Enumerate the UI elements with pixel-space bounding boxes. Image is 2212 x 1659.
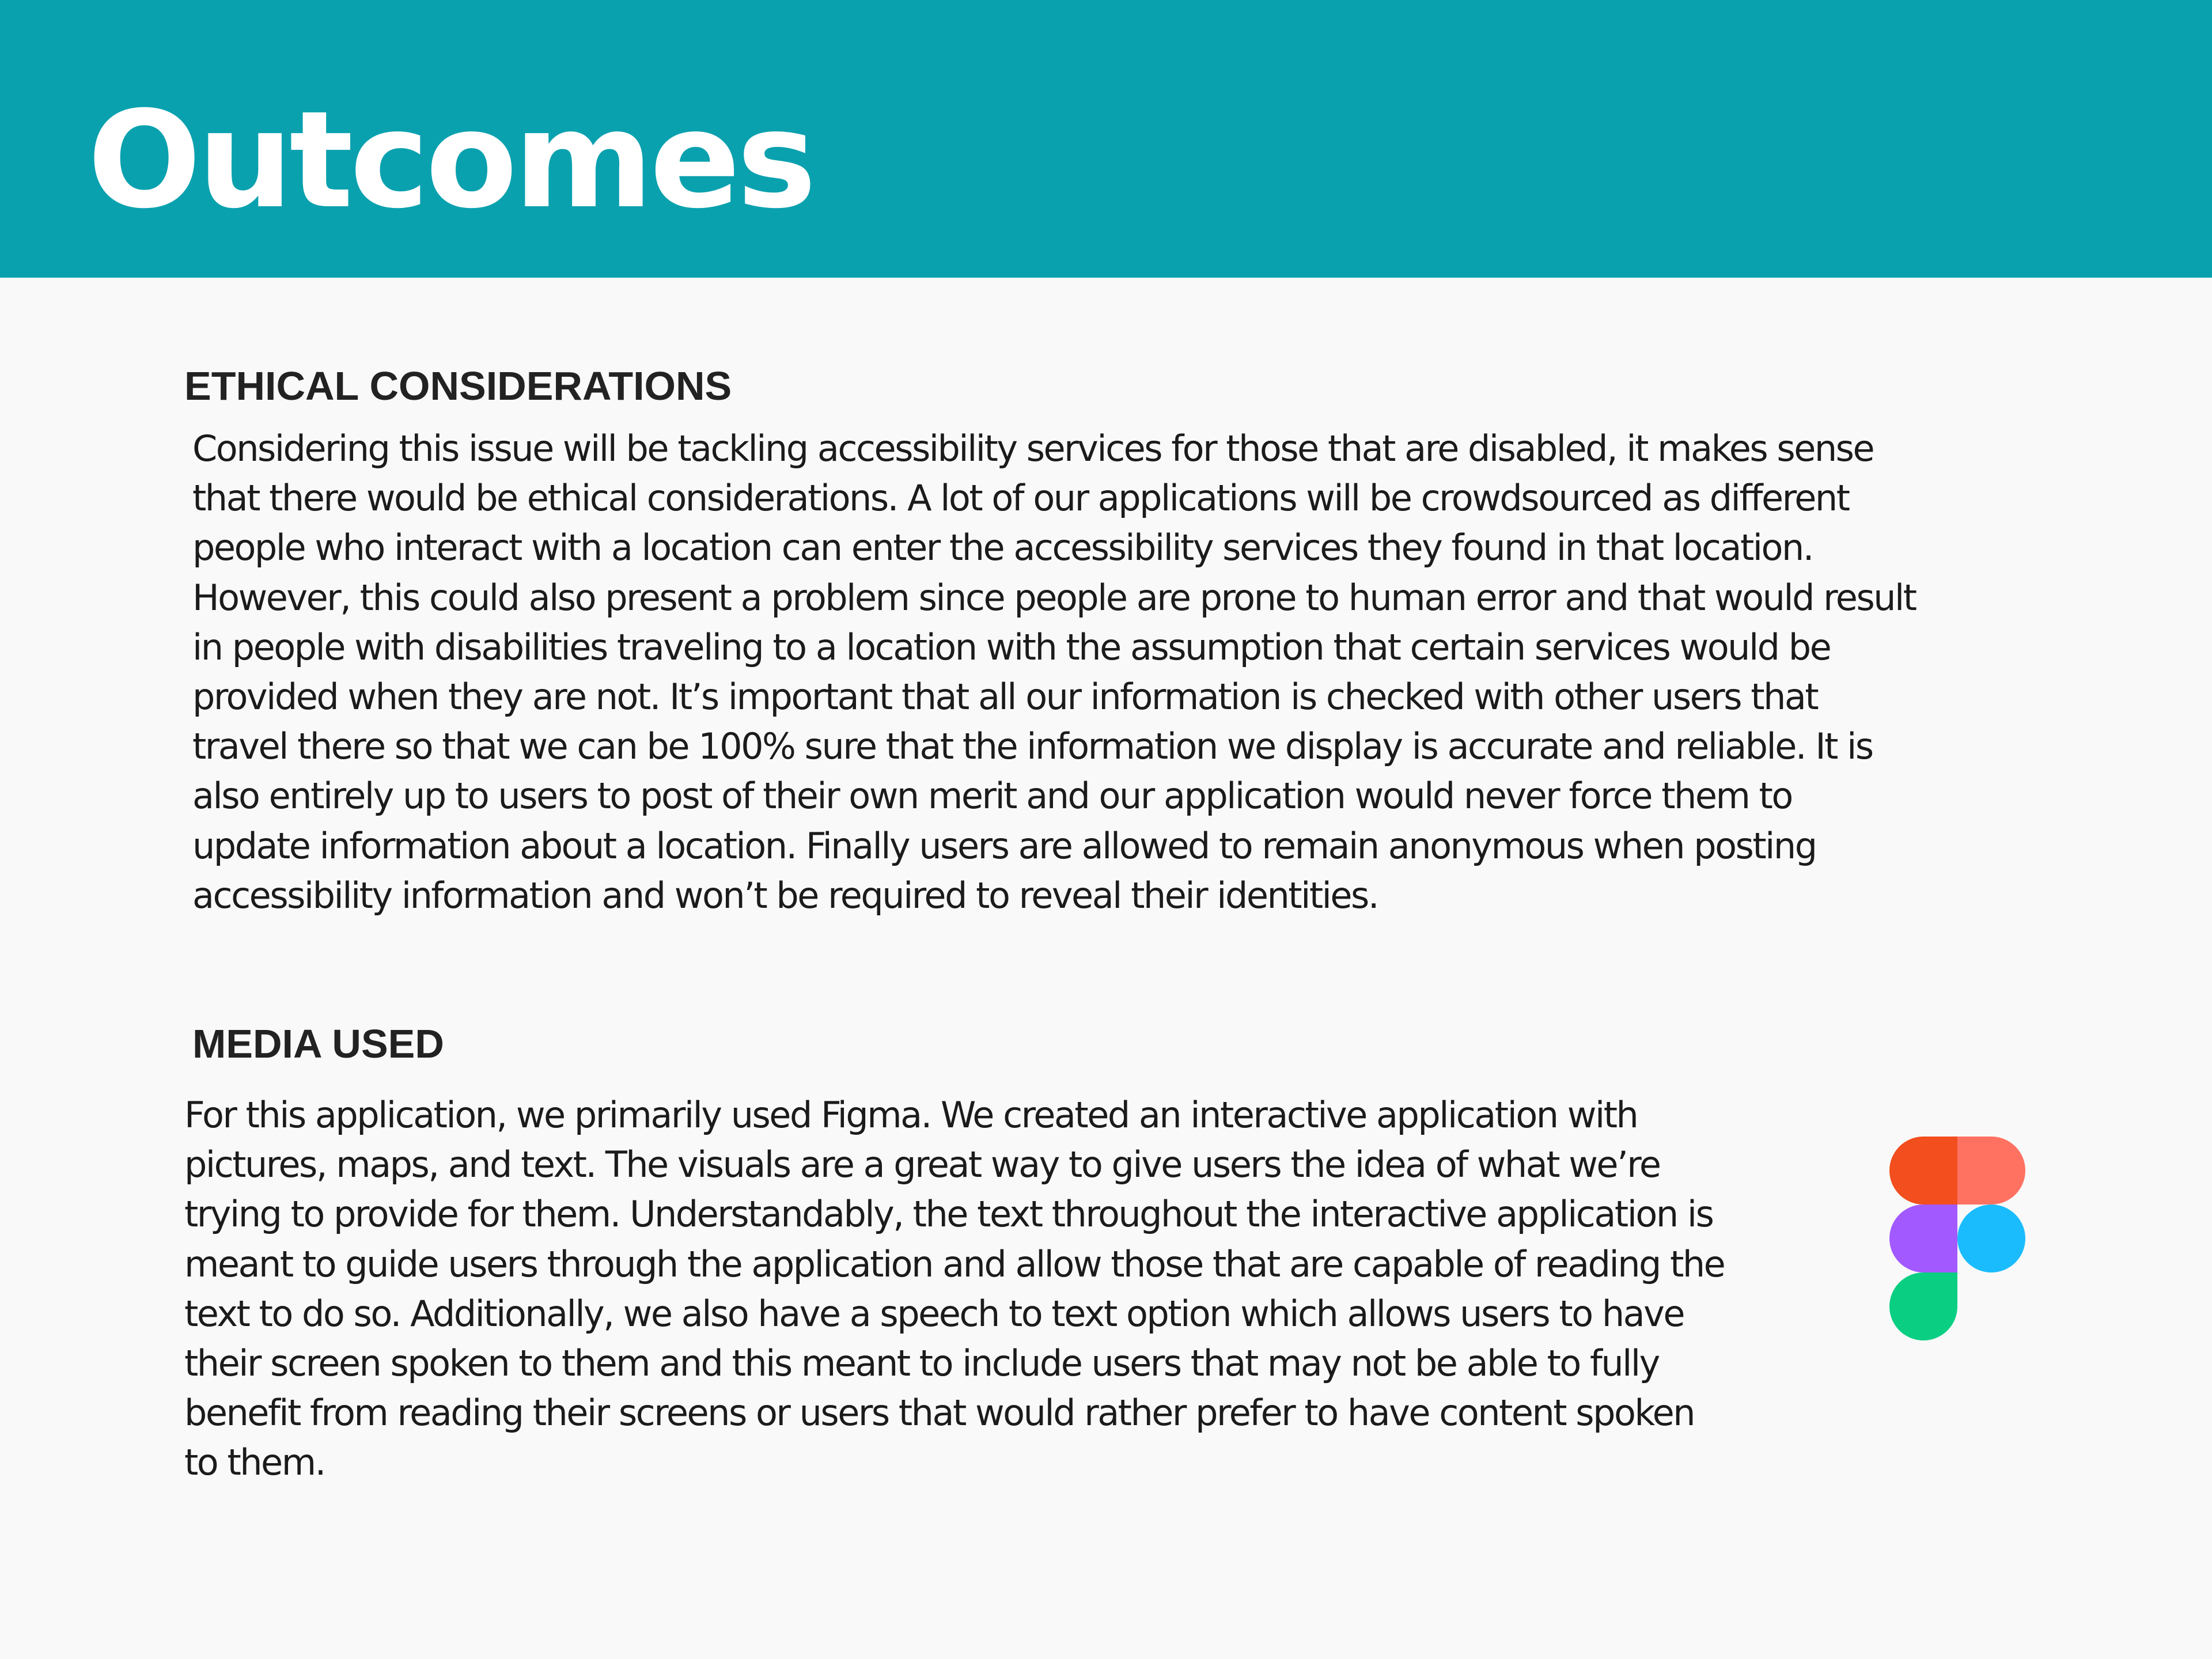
paragraph-line: that there would be ethical considerations. A lot of our applications will be crowdsourced as different — [192, 477, 1849, 520]
paragraph-line: benefit from reading their screens or users that would rather prefer to have content spoken — [184, 1392, 1695, 1434]
paragraph-line: travel there so that we can be 100% sure that the information we display is accurate and reliable. It is — [192, 725, 1873, 768]
paragraph-line: update information about a location. Finally users are allowed to remain anonymous when posting — [192, 824, 1816, 867]
paragraph-line: However, this could also present a problem since people are prone to human error and that would result — [192, 576, 1916, 619]
paragraph-line: meant to guide users through the application and allow those that are capable of reading the — [184, 1243, 1725, 1285]
page-title: Outcomes — [88, 82, 813, 238]
media-used-heading: MEDIA USED — [192, 1021, 444, 1066]
figma-logo-middle-right — [1957, 1205, 2025, 1272]
paragraph-line: to them. — [184, 1441, 325, 1484]
paragraph-line: Considering this issue will be tackling accessibility services for those that are disabled, it makes sense — [192, 427, 1874, 469]
paragraph-line: also entirely up to users to post of their own merit and our application would never force them to — [192, 775, 1792, 817]
figma-logo-top-right — [1957, 1137, 2025, 1205]
media-used-paragraph — [184, 1090, 1878, 1488]
figma-logo-bottom-left — [1889, 1272, 1957, 1340]
figma-logo-top-left — [1889, 1137, 1957, 1205]
paragraph-line: trying to provide for them. Understandably, the text throughout the interactive application is — [184, 1193, 1713, 1236]
header-banner — [0, 0, 2212, 278]
paragraph-line: provided when they are not. It’s important that all our information is checked with other users that — [192, 676, 1818, 718]
figma-logo-middle-left — [1889, 1205, 1957, 1272]
figma-logo-icon — [1889, 1137, 2025, 1340]
paragraph-line: their screen spoken to them and this meant to include users that may not be able to fully — [184, 1342, 1659, 1385]
paragraph-line: accessibility information and won’t be required to reveal their identities. — [192, 874, 1378, 916]
paragraph-line: pictures, maps, and text. The visuals are a great way to give users the idea of what we’re — [184, 1143, 1660, 1186]
paragraph-line: in people with disabilities traveling to a location with the assumption that certain services would be — [192, 626, 1831, 668]
paragraph-line: text to do so. Additionally, we also have a speech to text option which allows users to have — [184, 1292, 1684, 1335]
ethical-considerations-paragraph — [192, 424, 2105, 921]
ethical-considerations-heading: ETHICAL CONSIDERATIONS — [184, 363, 732, 408]
paragraph-line: people who interact with a location can enter the accessibility services they found in that location. — [192, 527, 1813, 569]
paragraph-line: For this application, we primarily used Figma. We created an interactive application with — [184, 1094, 1638, 1136]
